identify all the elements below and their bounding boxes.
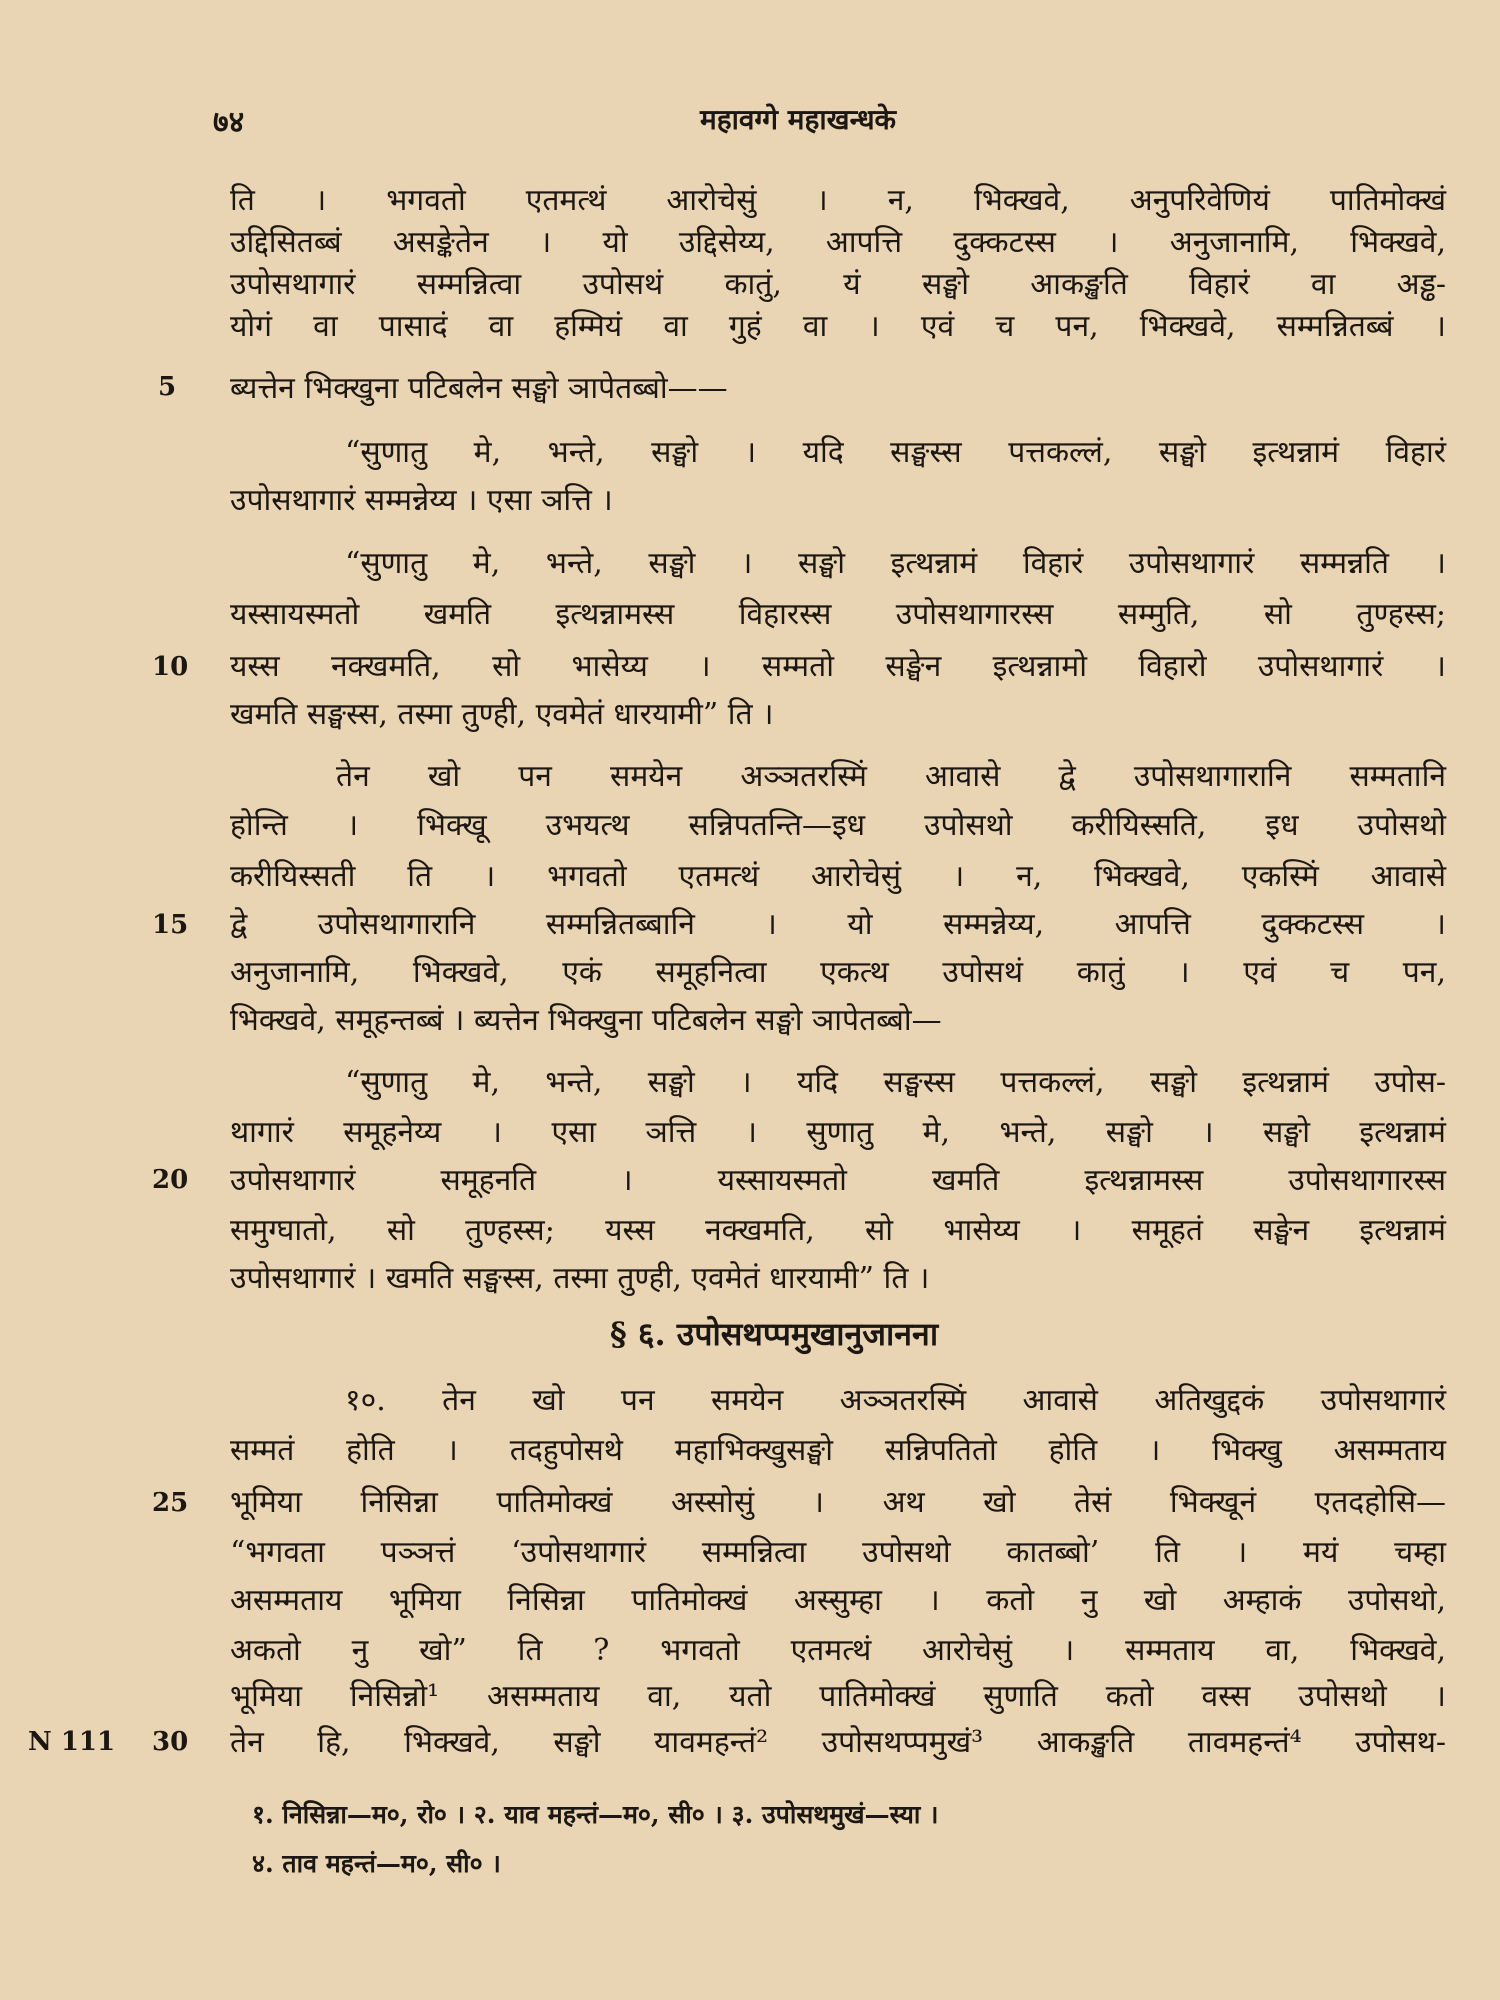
line-number-5: 5 xyxy=(158,372,177,402)
text-line: “सुणातु मे, भन्ते, सङ्घो । यदि सङ्घस्स पत्तकल्लं, सङ्घो इत्थन्नामं विहारं xyxy=(345,435,1446,470)
text-line: तेन खो पन समयेन अञ्ञतरस्मिं आवासे द्वे उपोसथागारानि सम्मतानि xyxy=(336,759,1446,794)
text-line: होन्ति । भिक्खू उभयत्थ सन्निपतन्ति—इध उपोसथो करीयिस्सति, इध उपोसथो xyxy=(230,808,1446,843)
line-number-20: 20 xyxy=(152,1165,189,1195)
text-line: थागारं समूहनेय्य । एसा ञत्ति । सुणातु मे, भन्ते, सङ्घो । सङ्घो इत्थन्नामं xyxy=(230,1115,1446,1150)
text-line: द्वे उपोसथागारानि सम्मन्नितब्बानि । यो सम्मन्नेय्य, आपत्ति दुक्कटस्स । xyxy=(230,907,1446,942)
footnote-line: १. निसिन्ना—म०, रो० । २. याव महन्तं—म०, सी० । ३. उपोसथमुखं—स्या । xyxy=(252,1800,939,1829)
text-line: सम्मतं होति । तदहुपोसथे महाभिक्खुसङ्घो सन्निपतितो होति । भिक्खु असम्मताय xyxy=(230,1433,1446,1468)
page-number: ७४ xyxy=(213,105,245,140)
text-line: योगं वा पासादं वा हम्मियं वा गुहं वा । एवं च पन, भिक्खवे, सम्मन्नितब्बं । xyxy=(230,309,1446,344)
text-line: उपोसथागारं समूहनति । यस्सायस्मतो खमति इत्थन्नामस्स उपोसथागारस्स xyxy=(230,1163,1446,1198)
text-line: ति । भगवतो एतमत्थं आरोचेसुं । न, भिक्खवे, अनुपरिवेणियं पातिमोक्खं xyxy=(230,183,1446,218)
text-line: यस्सायस्मतो खमति इत्थन्नामस्स विहारस्स उपोसथागारस्स सम्मुति, सो तुण्हस्स; xyxy=(230,597,1446,632)
edition-siglum: N 111 xyxy=(28,1727,116,1757)
text-line: यस्स नक्खमति, सो भासेय्य । सम्मतो सङ्घेन इत्थन्नामो विहारो उपोसथागारं । xyxy=(230,649,1446,684)
text-line: तेन हि, भिक्खवे, सङ्घो यावमहन्तं² उपोसथप्पमुखं³ आकङ्खति तावमहन्तं⁴ उपोसथ- xyxy=(230,1725,1446,1760)
text-line: भिक्खवे, समूहन्तब्बं । ब्यत्तेन भिक्खुना पटिबलेन सङ्घो ञापेतब्बो— xyxy=(230,1003,942,1038)
section-heading: § ६. उपोसथप्पमुखानुजानना xyxy=(610,1315,939,1353)
text-line: ब्यत्तेन भिक्खुना पटिबलेन सङ्घो ञापेतब्बो—— xyxy=(230,371,728,406)
text-line: “भगवता पञ्ञत्तं ‘उपोसथागारं सम्मन्नित्वा उपोसथो कातब्बो’ ति । मयं चम्हा xyxy=(230,1535,1446,1570)
text-line: अनुजानामि, भिक्खवे, एकं समूहनित्वा एकत्थ उपोसथं कातुं । एवं च पन, xyxy=(230,955,1446,990)
footnote-line: ४. ताव महन्तं—म०, सी० । xyxy=(252,1849,501,1878)
line-number-30: 30 xyxy=(152,1727,189,1757)
text-line: भूमिया निसिन्नो¹ असम्मताय वा, यतो पातिमोक्खं सुणाति कतो वस्स उपोसथो । xyxy=(230,1679,1446,1714)
text-line: असम्मताय भूमिया निसिन्ना पातिमोक्खं अस्सुम्हा । कतो नु खो अम्हाकं उपोसथो, xyxy=(230,1583,1446,1618)
text-line: उपोसथागारं सम्मन्नेय्य । एसा ञत्ति । xyxy=(230,483,613,518)
text-line: करीयिस्सती ति । भगवतो एतमत्थं आरोचेसुं । न, भिक्खवे, एकस्मिं आवासे xyxy=(230,859,1446,894)
running-header xyxy=(0,100,1500,150)
text-line: उपोसथागारं । खमति सङ्घस्स, तस्मा तुण्ही, एवमेतं धारयामी” ति । xyxy=(230,1261,930,1296)
text-line: समुग्घातो, सो तुण्हस्स; यस्स नक्खमति, सो भासेय्य । समूहतं सङ्घेन इत्थन्नामं xyxy=(230,1213,1446,1248)
text-line: भूमिया निसिन्ना पातिमोक्खं अस्सोसुं । अथ खो तेसं भिक्खूनं एतदहोसि— xyxy=(230,1485,1446,1520)
text-line: उद्दिसितब्बं असङ्केतेन । यो उद्दिसेय्य, आपत्ति दुक्कटस्स । अनुजानामि, भिक्खवे, xyxy=(230,225,1446,260)
text-line: खमति सङ्घस्स, तस्मा तुण्ही, एवमेतं धारयामी” ति । xyxy=(230,697,774,732)
text-line: “सुणातु मे, भन्ते, सङ्घो । यदि सङ्घस्स पत्तकल्लं, सङ्घो इत्थन्नामं उपोस- xyxy=(345,1065,1446,1100)
text-line: १०. तेन खो पन समयेन अञ्ञतरस्मिं आवासे अतिखुद्दकं उपोसथागारं xyxy=(345,1383,1446,1418)
text-line: उपोसथागारं सम्मन्नित्वा उपोसथं कातुं, यं सङ्घो आकङ्खति विहारं वा अड्ढ- xyxy=(230,267,1446,302)
text-line: “सुणातु मे, भन्ते, सङ्घो । सङ्घो इत्थन्नामं विहारं उपोसथागारं सम्मन्नति । xyxy=(345,546,1446,581)
line-number-10: 10 xyxy=(152,652,189,682)
text-line: अकतो नु खो” ति ? भगवतो एतमत्थं आरोचेसुं । सम्मताय वा, भिक्खवे, xyxy=(230,1633,1446,1668)
running-title: महावग्गे महाखन्धके xyxy=(700,103,897,136)
line-number-25: 25 xyxy=(152,1488,189,1518)
line-number-15: 15 xyxy=(152,910,189,940)
